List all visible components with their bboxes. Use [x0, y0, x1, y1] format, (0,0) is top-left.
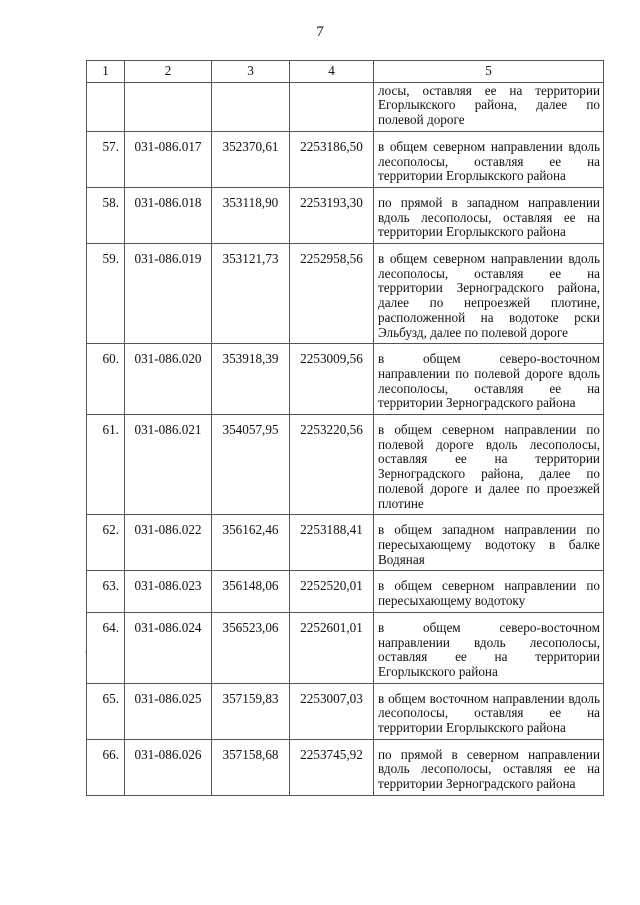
row-number: 59.: [87, 244, 125, 344]
row-description: в общем северном направлении по пересыхающему водотоку: [374, 571, 604, 612]
empty-cell: [290, 82, 374, 131]
point-code: 031-086.020: [125, 344, 212, 415]
point-code: 031-086.026: [125, 739, 212, 795]
row-description: в общем восточном направлении вдоль лесополосы, оставляя ее на территории Егорлыкского района: [374, 683, 604, 739]
row-description: в общем северном направлении по полевой дороге вдоль лесополосы, оставляя ее на территории Зерноградского района, далее по полевой дороге и далее по проезжей плотине: [374, 415, 604, 515]
y-coordinate: 2252601,01: [290, 612, 374, 683]
y-coordinate: 2253220,56: [290, 415, 374, 515]
table-row: [87, 344, 604, 415]
x-coordinate: 357159,83: [212, 683, 290, 739]
y-coordinate: 2252958,56: [290, 244, 374, 344]
header-col-5: 5: [374, 61, 604, 83]
table-row: [87, 244, 604, 344]
y-coordinate: 2253193,30: [290, 187, 374, 243]
page-number: 7: [316, 24, 324, 40]
table-row: [87, 415, 604, 515]
row-number: 60.: [87, 344, 125, 415]
margin-mark: ·: [84, 648, 87, 657]
row-description: по прямой в западном направлении вдоль лесополосы, оставляя ее на территории Егорлыкского района: [374, 187, 604, 243]
table-row: [87, 187, 604, 243]
x-coordinate: 353121,73: [212, 244, 290, 344]
x-coordinate: 356162,46: [212, 515, 290, 571]
table-row: [87, 739, 604, 795]
table-row: [87, 571, 604, 612]
table-row: [87, 612, 604, 683]
point-code: 031-086.021: [125, 415, 212, 515]
table-body: [87, 82, 604, 795]
row-description: в общем северном направлении вдоль лесополосы, оставляя ее на территории Зерноградского района, далее по непроезжей плотине, расположенной на водотоке рски Эльбузд, далее по полевой дороге: [374, 244, 604, 344]
boundary-table: [86, 60, 604, 796]
x-coordinate: 356148,06: [212, 571, 290, 612]
point-code: 031-086.025: [125, 683, 212, 739]
point-code: 031-086.022: [125, 515, 212, 571]
x-coordinate: 352370,61: [212, 131, 290, 187]
y-coordinate: 2252520,01: [290, 571, 374, 612]
point-code: 031-086.017: [125, 131, 212, 187]
point-code: 031-086.019: [125, 244, 212, 344]
row-number: 61.: [87, 415, 125, 515]
x-coordinate: 353118,90: [212, 187, 290, 243]
empty-cell: [87, 82, 125, 131]
row-number: 64.: [87, 612, 125, 683]
y-coordinate: 2253188,41: [290, 515, 374, 571]
x-coordinate: 353918,39: [212, 344, 290, 415]
row-description: в общем северо-восточном направлении вдоль лесополосы, оставляя ее на территории Егорлыкского района: [374, 612, 604, 683]
row-description: по прямой в северном направлении вдоль лесополосы, оставляя ее на территории Зерноградского района: [374, 739, 604, 795]
point-code: 031-086.018: [125, 187, 212, 243]
y-coordinate: 2253186,50: [290, 131, 374, 187]
table-row: [87, 131, 604, 187]
x-coordinate: 356523,06: [212, 612, 290, 683]
row-number: 62.: [87, 515, 125, 571]
table-row: [87, 683, 604, 739]
x-coordinate: 354057,95: [212, 415, 290, 515]
row-description: в общем северном направлении вдоль лесополосы, оставляя ее на территории Егорлыкского района: [374, 131, 604, 187]
empty-cell: [212, 82, 290, 131]
y-coordinate: 2253009,56: [290, 344, 374, 415]
point-code: 031-086.023: [125, 571, 212, 612]
table-row: [87, 515, 604, 571]
continuation-description: лосы, оставляя ее на территории Егорлыкского района, далее по полевой дороге: [374, 82, 604, 131]
x-coordinate: 357158,68: [212, 739, 290, 795]
header-col-4: 4: [290, 61, 374, 83]
header-col-2: 2: [125, 61, 212, 83]
row-number: 57.: [87, 131, 125, 187]
row-number: 65.: [87, 683, 125, 739]
row-description: в общем западном направлении по пересыхающему водотоку в балке Водяная: [374, 515, 604, 571]
row-number: 58.: [87, 187, 125, 243]
y-coordinate: 2253745,92: [290, 739, 374, 795]
y-coordinate: 2253007,03: [290, 683, 374, 739]
row-number: 66.: [87, 739, 125, 795]
table-header: [87, 61, 604, 83]
point-code: 031-086.024: [125, 612, 212, 683]
header-col-3: 3: [212, 61, 290, 83]
empty-cell: [125, 82, 212, 131]
continuation-row: [87, 82, 604, 131]
row-description: в общем северо-восточном направлении по полевой дороге вдоль лесополосы, оставляя ее на территории Зерноградского района: [374, 344, 604, 415]
header-col-1: 1: [87, 61, 125, 83]
row-number: 63.: [87, 571, 125, 612]
